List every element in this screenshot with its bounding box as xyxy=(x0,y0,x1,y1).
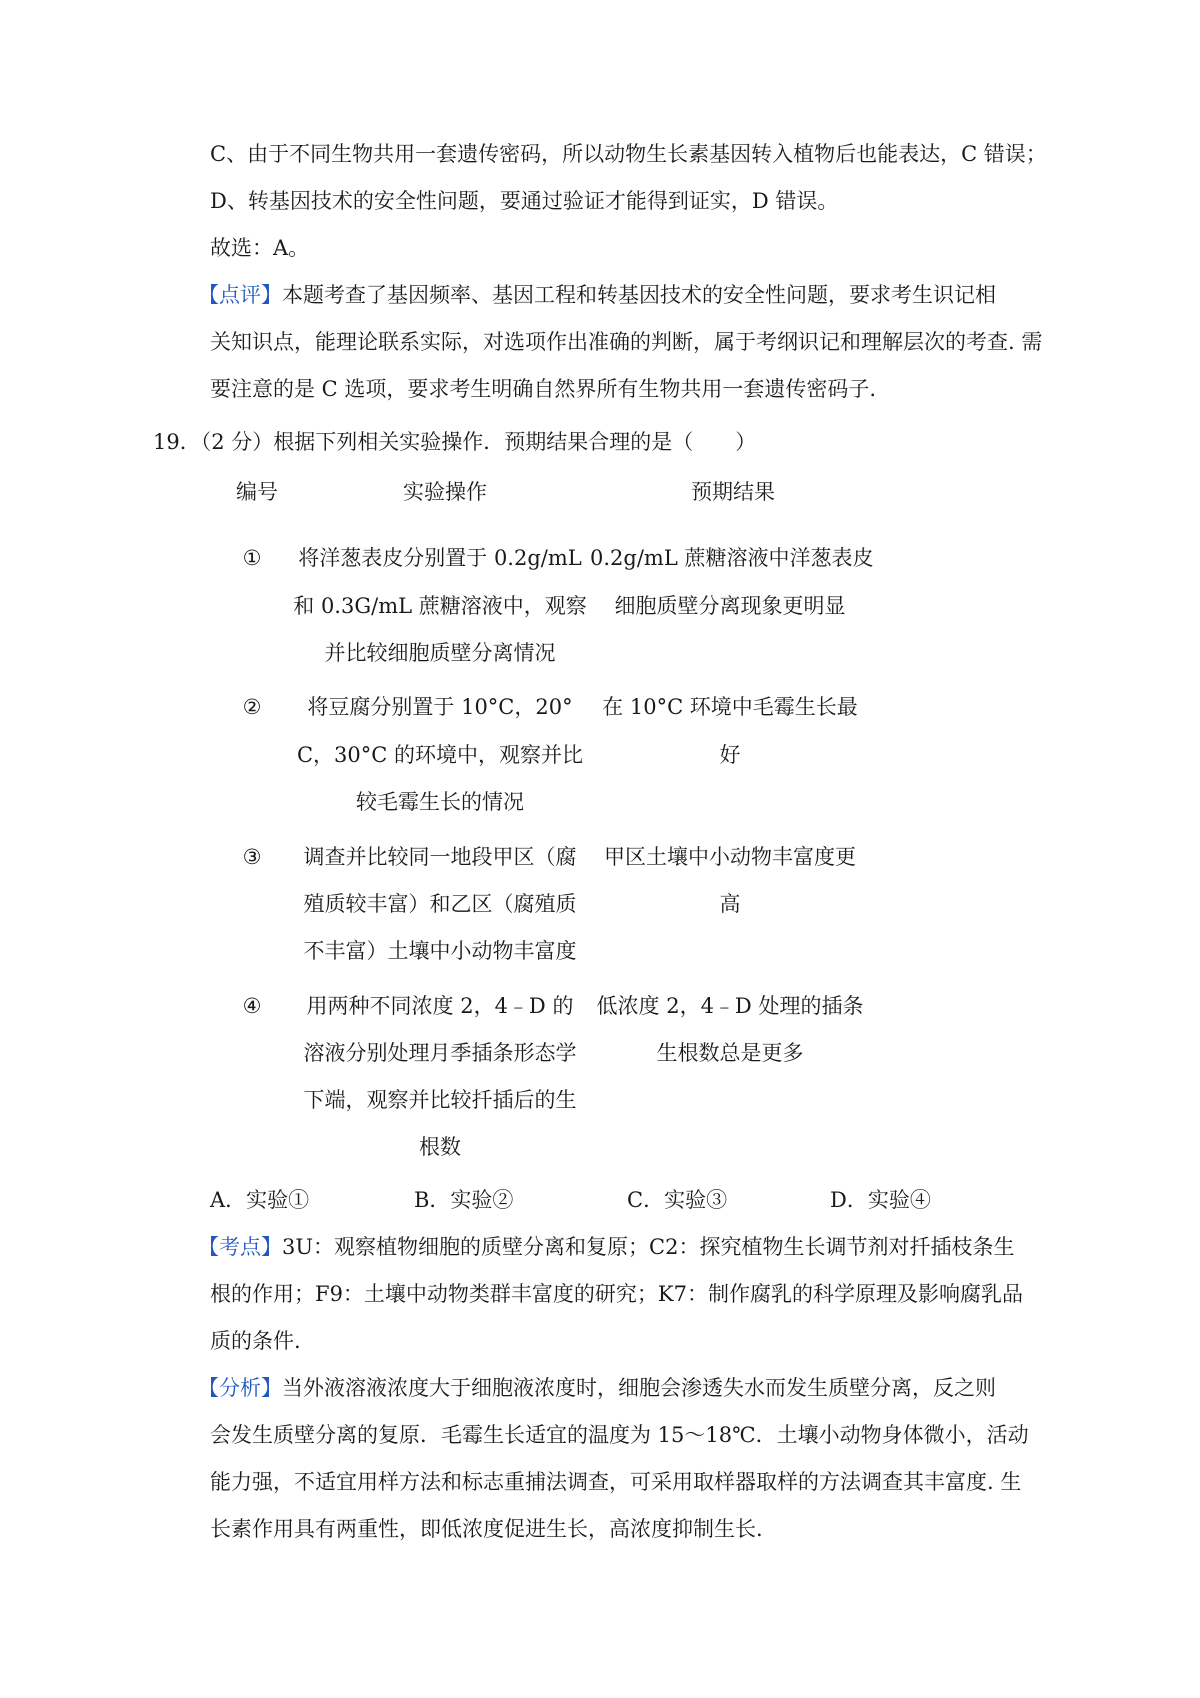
result-line: 好 xyxy=(719,743,741,767)
option-c: C．实验③ xyxy=(627,1188,728,1212)
operation-line: 并比较细胞质壁分离情况 xyxy=(324,641,556,665)
result-line: 0.2g/mL 蔗糖溶液中洋葱表皮 xyxy=(590,546,874,570)
fenxi-line-4: 长素作用具有两重性，即低浓度促进生长，高浓度抑制生长. xyxy=(210,1517,763,1541)
kaodian-text-1: 3U：观察植物细胞的质壁分离和复原；C2：探究植物生长调节剂对扦插枝条生 xyxy=(282,1235,1015,1259)
text-line-c: C、由于不同生物共用一套遗传密码，所以动物生长素基因转入植物后也能表达，C 错误； xyxy=(210,142,1047,166)
operation-line: 用两种不同浓度 2，4﹣D 的 xyxy=(306,994,574,1018)
review-line-2: 关知识点，能理论联系实际，对选项作出准确的判断，属于考纲识记和理解层次的考查. 需 xyxy=(210,330,1043,354)
result-line: 甲区土壤中小动物丰富度更 xyxy=(604,845,856,869)
operation-line: 下端，观察并比较扦插后的生 xyxy=(303,1088,577,1112)
kaodian-line-1 xyxy=(198,1232,1015,1262)
option-b: B．实验② xyxy=(414,1188,514,1212)
row-number: ④ xyxy=(242,994,262,1018)
operation-line: 较毛霉生长的情况 xyxy=(356,790,524,814)
review-tag: 【点评】 xyxy=(198,283,282,307)
kaodian-tag: 【考点】 xyxy=(198,1235,282,1259)
fenxi-line-3: 能力强，不适宜用样方法和标志重捕法调查，可采用取样器取样的方法调查其丰富度. 生 xyxy=(210,1470,1022,1494)
result-line: 细胞质壁分离现象更明显 xyxy=(614,594,846,618)
header-number: 编号 xyxy=(236,480,278,504)
review-line-3: 要注意的是 C 选项，要求考生明确自然界所有生物共用一套遗传密码子. xyxy=(210,377,877,401)
fenxi-line-2: 会发生质壁分离的复原．毛霉生长适宜的温度为 15～18℃．土壤小动物身体微小，活动 xyxy=(210,1423,1029,1447)
option-a: A．实验① xyxy=(210,1188,310,1212)
operation-line: 根数 xyxy=(419,1135,461,1159)
kaodian-line-2: 根的作用；F9：土壤中动物类群丰富度的研究；K7：制作腐乳的科学原理及影响腐乳品 xyxy=(210,1282,1023,1306)
result-line: 低浓度 2，4﹣D 处理的插条 xyxy=(596,994,864,1018)
operation-line: 殖质较丰富）和乙区（腐殖质 xyxy=(303,892,577,916)
row-number: ③ xyxy=(242,845,262,869)
row-number: ① xyxy=(242,546,262,570)
result-line: 高 xyxy=(719,892,741,916)
review-text-1: 本题考查了基因频率、基因工程和转基因技术的安全性问题，要求考生识记相 xyxy=(282,283,996,307)
fenxi-line-1 xyxy=(198,1373,996,1403)
operation-line: 将洋葱表皮分别置于 0.2g/mL xyxy=(298,546,582,570)
operation-line: 不丰富）土壤中小动物丰富度 xyxy=(303,939,577,963)
result-line: 生根数总是更多 xyxy=(656,1041,804,1065)
operation-line: 溶液分别处理月季插条形态学 xyxy=(303,1041,577,1065)
text-line-d: D、转基因技术的安全性问题，要通过验证才能得到证实，D 错误。 xyxy=(210,189,839,213)
header-operation: 实验操作 xyxy=(403,480,487,504)
result-line: 在 10°C 环境中毛霉生长最 xyxy=(602,695,858,719)
header-result: 预期结果 xyxy=(691,480,775,504)
option-d: D．实验④ xyxy=(830,1188,931,1212)
review-line-1 xyxy=(198,280,996,310)
question-stem: 19．（2 分）根据下列相关实验操作．预期结果合理的是（ ） xyxy=(153,430,757,454)
row-number: ② xyxy=(242,695,262,719)
fenxi-tag: 【分析】 xyxy=(198,1376,282,1400)
operation-line: 调查并比较同一地段甲区（腐 xyxy=(303,845,577,869)
operation-line: 和 0.3G/mL 蔗糖溶液中，观察 xyxy=(293,594,587,618)
answer-line: 故选：A。 xyxy=(210,236,310,260)
fenxi-text-1: 当外液溶液浓度大于细胞液浓度时，细胞会渗透失水而发生质壁分离，反之则 xyxy=(282,1376,996,1400)
operation-line: 将豆腐分别置于 10°C，20° xyxy=(307,695,573,719)
kaodian-line-3: 质的条件. xyxy=(210,1329,301,1353)
operation-line: C，30°C 的环境中，观察并比 xyxy=(296,743,584,767)
